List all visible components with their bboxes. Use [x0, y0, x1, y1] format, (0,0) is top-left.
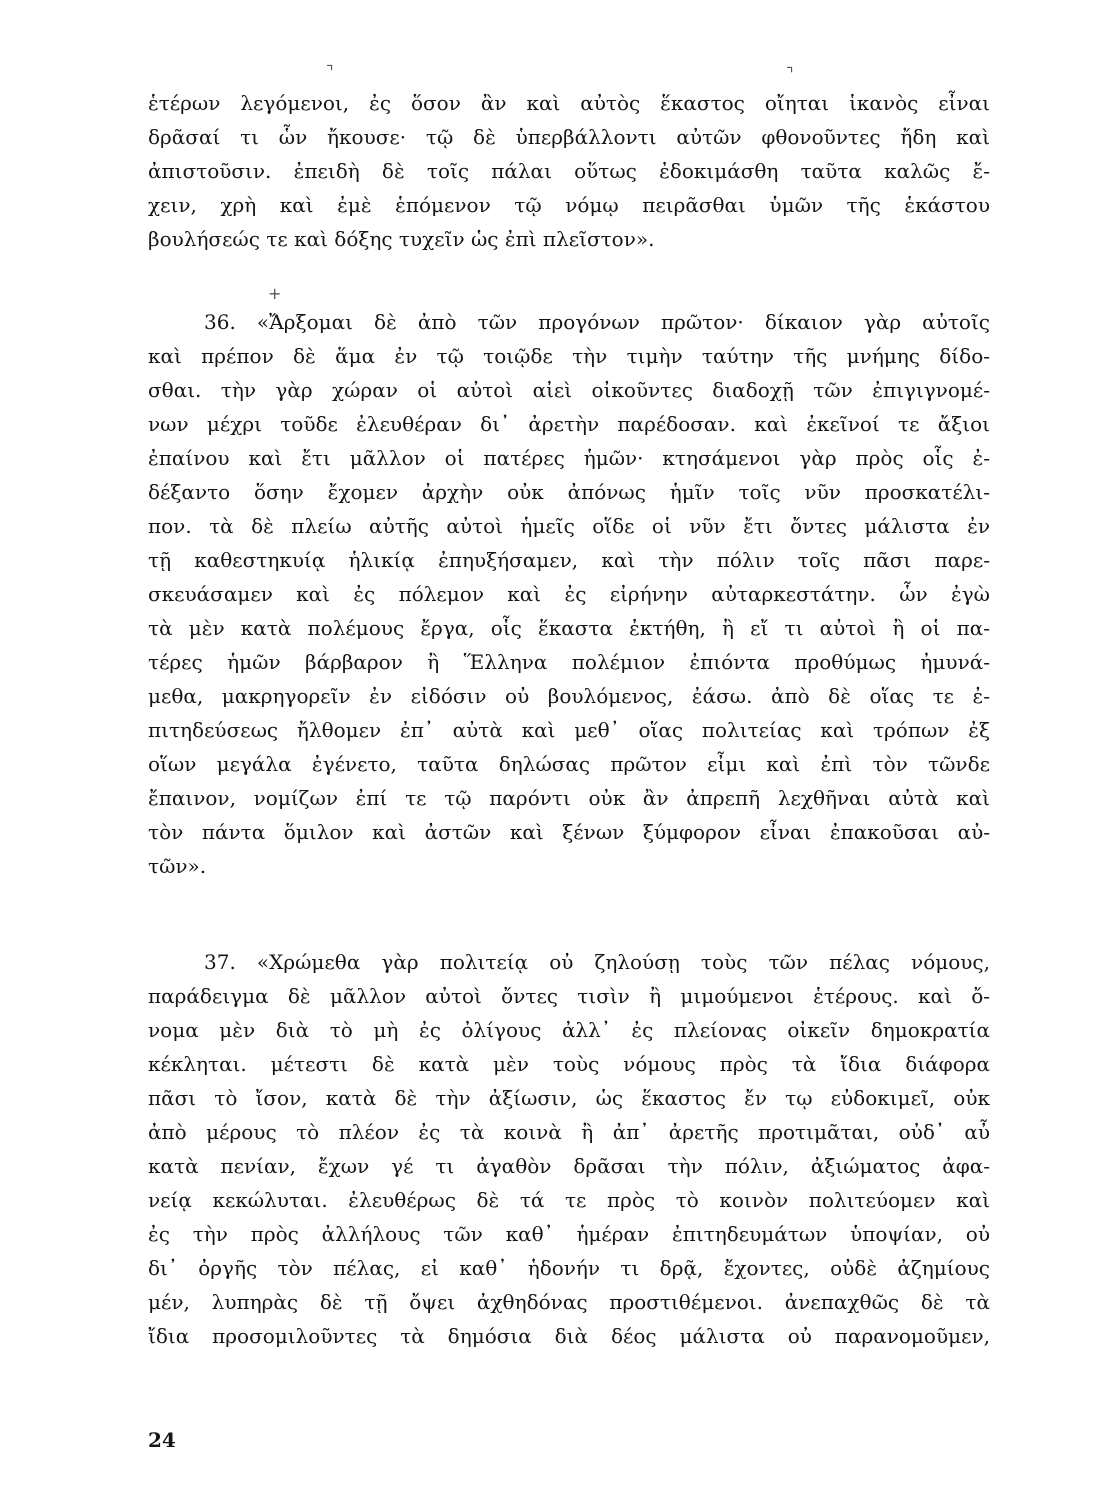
- text-line: σκευάσαμεν καὶ ἐς πόλεμον καὶ ἐς εἰρήνην αὐταρκεστάτην. ὧν ἐγὼ: [148, 582, 990, 606]
- section-36-opening-line: 36. «Ἄρξομαι δὲ ἀπὸ τῶν προγόνων πρῶτον· δίκαιον γὰρ αὐτοῖς: [204, 310, 990, 334]
- text-line: δρᾶσαί τι ὧν ἤκουσε· τῷ δὲ ὑπερβάλλοντι αὐτῶν φθονοῦντες ἤδη καὶ: [148, 125, 990, 149]
- text-line: ἑτέρων λεγόμενοι, ἐς ὅσον ἂν καὶ αὐτὸς ἕκαστος οἴηται ἱκανὸς εἶναι: [148, 91, 990, 115]
- pencil-mark-tick: ⌝: [786, 64, 794, 83]
- text-line: ἀπιστοῦσιν. ἐπειδὴ δὲ τοῖς πάλαι οὕτως ἐδοκιμάσθη ταῦτα καλῶς ἔ-: [148, 159, 990, 183]
- text-line: πον. τὰ δὲ πλείω αὐτῆς αὐτοὶ ἡμεῖς οἵδε οἱ νῦν ἔτι ὄντες μάλιστα ἐν: [148, 514, 990, 538]
- pencil-mark-tick: ⌝: [326, 62, 334, 81]
- text-line: ἴδια προσομιλοῦντες τὰ δημόσια διὰ δέος μάλιστα οὐ παρανομοῦμεν,: [148, 1324, 990, 1348]
- text-line: τέρες ἡμῶν βάρβαρον ἢ Ἕλληνα πολέμιον ἐπιόντα προθύμως ἠμυνά-: [148, 650, 990, 674]
- text-line: κέκληται. μέτεστι δὲ κατὰ μὲν τοὺς νόμους πρὸς τὰ ἴδια διάφορα: [148, 1052, 990, 1076]
- pencil-mark-cross: +: [268, 284, 282, 303]
- text-line: δι᾽ ὀργῆς τὸν πέλας, εἰ καθ᾽ ἡδονήν τι δρᾷ, ἔχοντες, οὐδὲ ἀζημίους: [148, 1256, 990, 1280]
- text-line: οἵων μεγάλα ἐγένετο, ταῦτα δηλώσας πρῶτον εἶμι καὶ ἐπὶ τὸν τῶνδε: [148, 752, 990, 776]
- paragraph-continuation: [148, 86, 990, 256]
- text-line: ἐπαίνου καὶ ἔτι μᾶλλον οἱ πατέρες ἡμῶν· κτησάμενοι γὰρ πρὸς οἷς ἐ-: [148, 446, 990, 470]
- text-line: παράδειγμα δὲ μᾶλλον αὐτοὶ ὄντες τισὶν ἢ μιμούμενοι ἑτέρους. καὶ ὄ-: [148, 984, 990, 1008]
- text-line: τὰ μὲν κατὰ πολέμους ἔργα, οἷς ἕκαστα ἐκτήθη, ἢ εἴ τι αὐτοὶ ἢ οἱ πα-: [148, 616, 990, 640]
- text-line: χειν, χρὴ καὶ ἐμὲ ἑπόμενον τῷ νόμῳ πειρᾶσθαι ὑμῶν τῆς ἑκάστου: [148, 193, 990, 217]
- text-line: τὸν πάντα ὅμιλον καὶ ἀστῶν καὶ ξένων ξύμφορον εἶναι ἐπακοῦσαι αὐ-: [148, 820, 990, 844]
- text-line: πᾶσι τὸ ἴσον, κατὰ δὲ τὴν ἀξίωσιν, ὡς ἕκαστος ἔν τῳ εὐδοκιμεῖ, οὐκ: [148, 1086, 990, 1110]
- text-line: πιτηδεύσεως ἤλθομεν ἐπ᾽ αὐτὰ καὶ μεθ᾽ οἵας πολιτείας καὶ τρόπων ἐξ: [148, 718, 990, 742]
- page-number: 24: [148, 1428, 176, 1452]
- text-line: σθαι. τὴν γὰρ χώραν οἱ αὐτοὶ αἰεὶ οἰκοῦντες διαδοχῇ τῶν ἐπιγιγνομέ-: [148, 378, 990, 402]
- text-line: τῇ καθεστηκυίᾳ ἡλικίᾳ ἐπηυξήσαμεν, καὶ τὴν πόλιν τοῖς πᾶσι παρε-: [148, 548, 990, 572]
- text-line: καὶ πρέπον δὲ ἅμα ἐν τῷ τοιῷδε τὴν τιμὴν ταύτην τῆς μνήμης δίδο-: [148, 344, 990, 368]
- text-line: δέξαντο ὅσην ἔχομεν ἀρχὴν οὐκ ἀπόνως ἡμῖν τοῖς νῦν προσκατέλι-: [148, 480, 990, 504]
- text-line: τῶν».: [148, 854, 207, 878]
- text-line: ἐς τὴν πρὸς ἀλλήλους τῶν καθ᾽ ἡμέραν ἐπιτηδευμάτων ὑποψίαν, οὐ: [148, 1222, 990, 1246]
- paragraph-section-37: [148, 945, 990, 1353]
- text-line: νων μέχρι τοῦδε ἐλευθέραν δι᾽ ἀρετὴν παρέδοσαν. καὶ ἐκεῖνοί τε ἄξιοι: [148, 412, 990, 436]
- text-line: βουλήσεώς τε καὶ δόξης τυχεῖν ὡς ἐπὶ πλεῖστον».: [148, 227, 655, 251]
- paragraph-section-36: [148, 305, 990, 883]
- text-line: ἀπὸ μέρους τὸ πλέον ἐς τὰ κοινὰ ἢ ἀπ᾽ ἀρετῆς προτιμᾶται, οὐδ᾽ αὖ: [148, 1120, 990, 1144]
- section-37-opening-line: 37. «Χρώμεθα γὰρ πολιτείᾳ οὐ ζηλούσῃ τοὺς τῶν πέλας νόμους,: [204, 950, 990, 974]
- text-line: νομα μὲν διὰ τὸ μὴ ἐς ὀλίγους ἀλλ᾽ ἐς πλείονας οἰκεῖν δημοκρατία: [148, 1018, 990, 1042]
- text-line: νείᾳ κεκώλυται. ἐλευθέρως δὲ τά τε πρὸς τὸ κοινὸν πολιτεύομεν καὶ: [148, 1188, 990, 1212]
- text-line: ἔπαινον, νομίζων ἐπί τε τῷ παρόντι οὐκ ἂν ἀπρεπῆ λεχθῆναι αὐτὰ καὶ: [148, 786, 990, 810]
- text-line: μέν, λυπηρὰς δὲ τῇ ὄψει ἀχθηδόνας προστιθέμενοι. ἀνεπαχθῶς δὲ τὰ: [148, 1290, 990, 1314]
- text-line: κατὰ πενίαν, ἔχων γέ τι ἀγαθὸν δρᾶσαι τὴν πόλιν, ἀξιώματος ἀφα-: [148, 1154, 990, 1178]
- text-line: μεθα, μακρηγορεῖν ἐν εἰδόσιν οὐ βουλόμενος, ἐάσω. ἀπὸ δὲ οἵας τε ἐ-: [148, 684, 990, 708]
